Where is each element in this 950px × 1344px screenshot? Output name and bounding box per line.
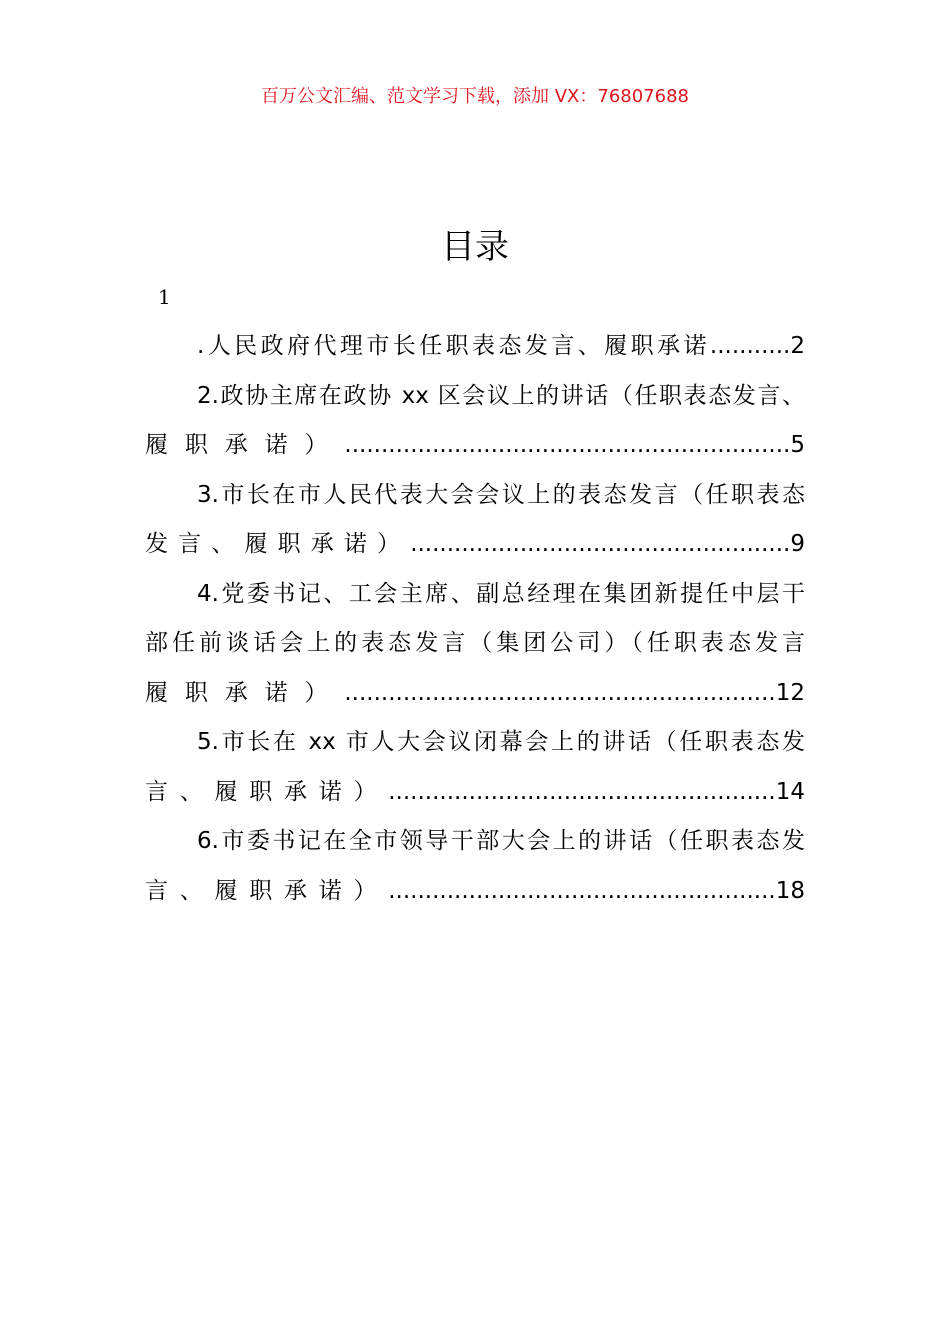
- toc-entry-line: 履职承诺）.............................................................5: [145, 432, 805, 458]
- toc-entry-line: 5.市长在 xx 市人大会议闭幕会上的讲话（任职表态发: [197, 729, 805, 755]
- table-of-contents: [145, 322, 805, 916]
- page-title: 目录: [441, 227, 509, 267]
- toc-entry-line: 履职承诺）...........................................................12: [145, 679, 805, 706]
- toc-entry-2[interactable]: [145, 372, 805, 471]
- toc-entry-1[interactable]: [145, 322, 805, 372]
- toc-entry-line: 部任前谈话会上的表态发言（集团公司）（任职表态发言: [145, 630, 805, 656]
- toc-entry-line: 言、履职承诺）.....................................................18: [145, 877, 805, 904]
- toc-entry-line: 3.市长在市人民代表大会会议上的表态发言（任职表态: [197, 481, 805, 508]
- toc-entry-4[interactable]: [145, 570, 805, 719]
- page-marker: 1: [158, 285, 171, 309]
- toc-entry-line: 言、履职承诺）.....................................................14: [145, 778, 805, 805]
- toc-entry-3[interactable]: [145, 471, 805, 570]
- toc-entry-line: .人民政府代理市长任职表态发言、履职承诺...........2: [197, 333, 805, 359]
- toc-entry-line: 6.市委书记在全市领导干部大会上的讲话（任职表态发: [197, 828, 805, 854]
- toc-entry-6[interactable]: [145, 817, 805, 916]
- header-note: 百万公文汇编、范文学习下载，添加 VX：76807688: [261, 86, 689, 107]
- toc-entry-line: 2.政协主席在政协 xx 区会议上的讲话（任职表态发言、: [197, 382, 805, 409]
- toc-entry-5[interactable]: [145, 718, 805, 817]
- toc-entry-line: 4.党委书记、工会主席、副总经理在集团新提任中层干: [197, 580, 805, 607]
- toc-entry-line: 发言、履职承诺）....................................................9: [145, 531, 805, 557]
